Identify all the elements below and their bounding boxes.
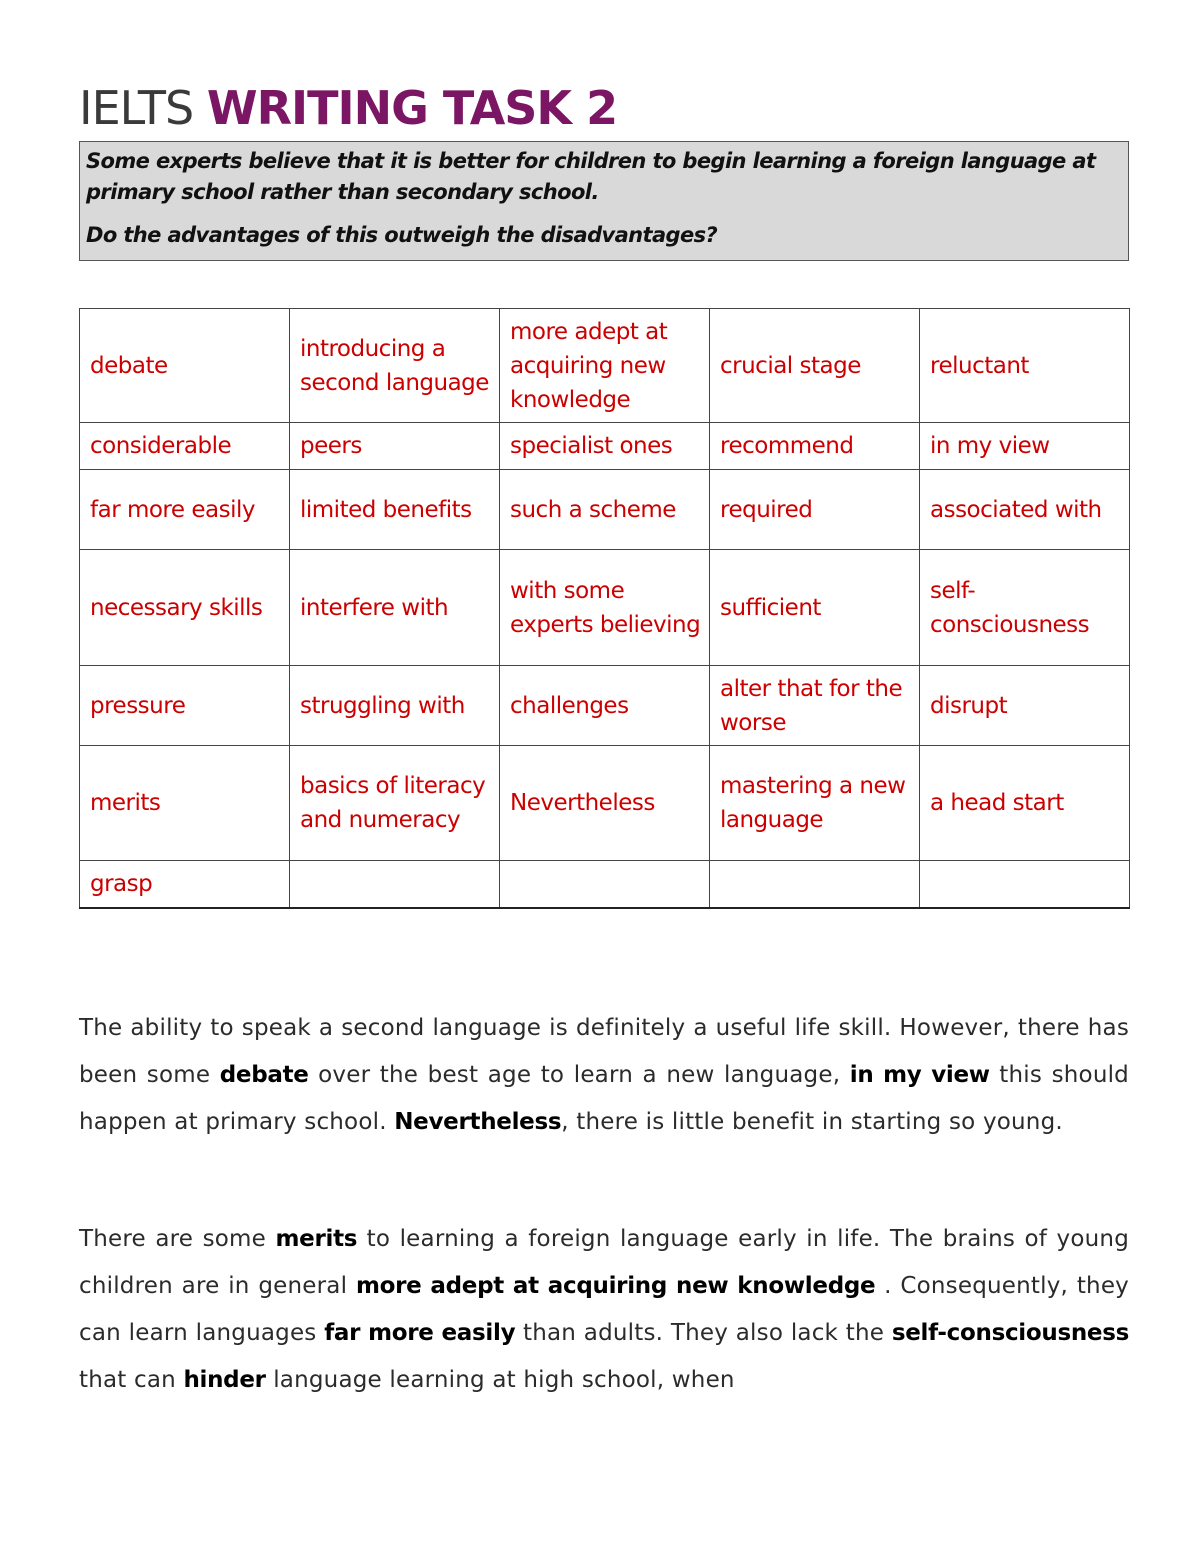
prompt-statement: Some experts believe that it is better for children to begin learning a foreign language at primary school rather than secondary school. [86, 149, 1096, 204]
essay-body [79, 1005, 1129, 1404]
vocabulary-cell: interfere with [290, 550, 500, 666]
vocabulary-cell: mastering a new language [710, 746, 920, 861]
title-prefix: IELTS [79, 81, 194, 135]
vocabulary-cell: considerable [80, 423, 290, 470]
essay-keyword: in my view [849, 1062, 990, 1088]
essay-text: over the best age to learn a new language, [308, 1062, 850, 1088]
essay-text: , there is little benefit in starting so young. [561, 1109, 1063, 1135]
essay-text: language learning at high school, when [265, 1367, 735, 1393]
essay-text: There are some [79, 1226, 276, 1252]
vocabulary-row [80, 550, 1130, 666]
vocabulary-table [79, 308, 1130, 909]
vocabulary-cell: debate [80, 309, 290, 423]
vocabulary-cell: such a scheme [500, 470, 710, 550]
task-prompt-box [79, 141, 1129, 261]
vocabulary-cell: a head start [920, 746, 1130, 861]
vocabulary-row [80, 423, 1130, 470]
vocabulary-cell: challenges [500, 666, 710, 746]
title-main: WRITING TASK 2 [206, 81, 618, 135]
essay-text: than adults. They also lack the [515, 1320, 892, 1346]
vocabulary-cell: self-consciousness [920, 550, 1130, 666]
essay-keyword: far more easily [324, 1320, 516, 1346]
page-title [79, 80, 617, 136]
vocabulary-cell: Nevertheless [500, 746, 710, 861]
vocabulary-cell [920, 861, 1130, 908]
essay-keyword: merits [275, 1226, 358, 1252]
vocabulary-cell: far more easily [80, 470, 290, 550]
vocabulary-cell: reluctant [920, 309, 1130, 423]
essay-keyword: hinder [183, 1367, 266, 1393]
vocabulary-cell [500, 861, 710, 908]
vocabulary-cell: necessary skills [80, 550, 290, 666]
essay-text: to learning a foreign language early in life. The brains of young children are in general [79, 1226, 1129, 1299]
vocabulary-cell: peers [290, 423, 500, 470]
vocabulary-cell: more adept at acquiring new knowledge [500, 309, 710, 423]
vocabulary-cell: limited benefits [290, 470, 500, 550]
essay-text: this should happen at primary school. [79, 1062, 1129, 1135]
essay-keyword: more adept at acquiring new knowledge [355, 1273, 876, 1299]
vocabulary-cell: pressure [80, 666, 290, 746]
vocabulary-cell: basics of literacy and numeracy [290, 746, 500, 861]
vocabulary-cell: associated with [920, 470, 1130, 550]
vocabulary-row [80, 666, 1130, 746]
essay-paragraph-1 [79, 1005, 1129, 1146]
essay-text: The ability to speak a second language is definitely a useful life skill. However, there has been some [79, 1015, 1129, 1088]
vocabulary-cell: recommend [710, 423, 920, 470]
vocabulary-row [80, 470, 1130, 550]
vocabulary-cell: with some experts believing [500, 550, 710, 666]
vocabulary-row [80, 309, 1130, 423]
essay-text: that can [79, 1367, 184, 1393]
vocabulary-cell: struggling with [290, 666, 500, 746]
vocabulary-cell: in my view [920, 423, 1130, 470]
vocabulary-cell: alter that for the worse [710, 666, 920, 746]
essay-keyword: self-consciousness [891, 1320, 1129, 1346]
vocabulary-cell: required [710, 470, 920, 550]
vocabulary-row [80, 746, 1130, 861]
vocabulary-cell: specialist ones [500, 423, 710, 470]
vocabulary-cell: disrupt [920, 666, 1130, 746]
essay-keyword: Nevertheless [394, 1109, 562, 1135]
vocabulary-cell: merits [80, 746, 290, 861]
essay-keyword: debate [219, 1062, 309, 1088]
vocabulary-cell: sufficient [710, 550, 920, 666]
vocabulary-cell: introducing a second language [290, 309, 500, 423]
essay-text: . Consequently, they can learn languages [79, 1273, 1129, 1346]
vocabulary-cell: crucial stage [710, 309, 920, 423]
vocabulary-cell: grasp [80, 861, 290, 908]
vocabulary-cell [290, 861, 500, 908]
essay-paragraph-2 [79, 1216, 1129, 1404]
prompt-question: Do the advantages of this outweigh the disadvantages? [86, 223, 718, 247]
vocabulary-row [80, 861, 1130, 908]
vocabulary-cell [710, 861, 920, 908]
